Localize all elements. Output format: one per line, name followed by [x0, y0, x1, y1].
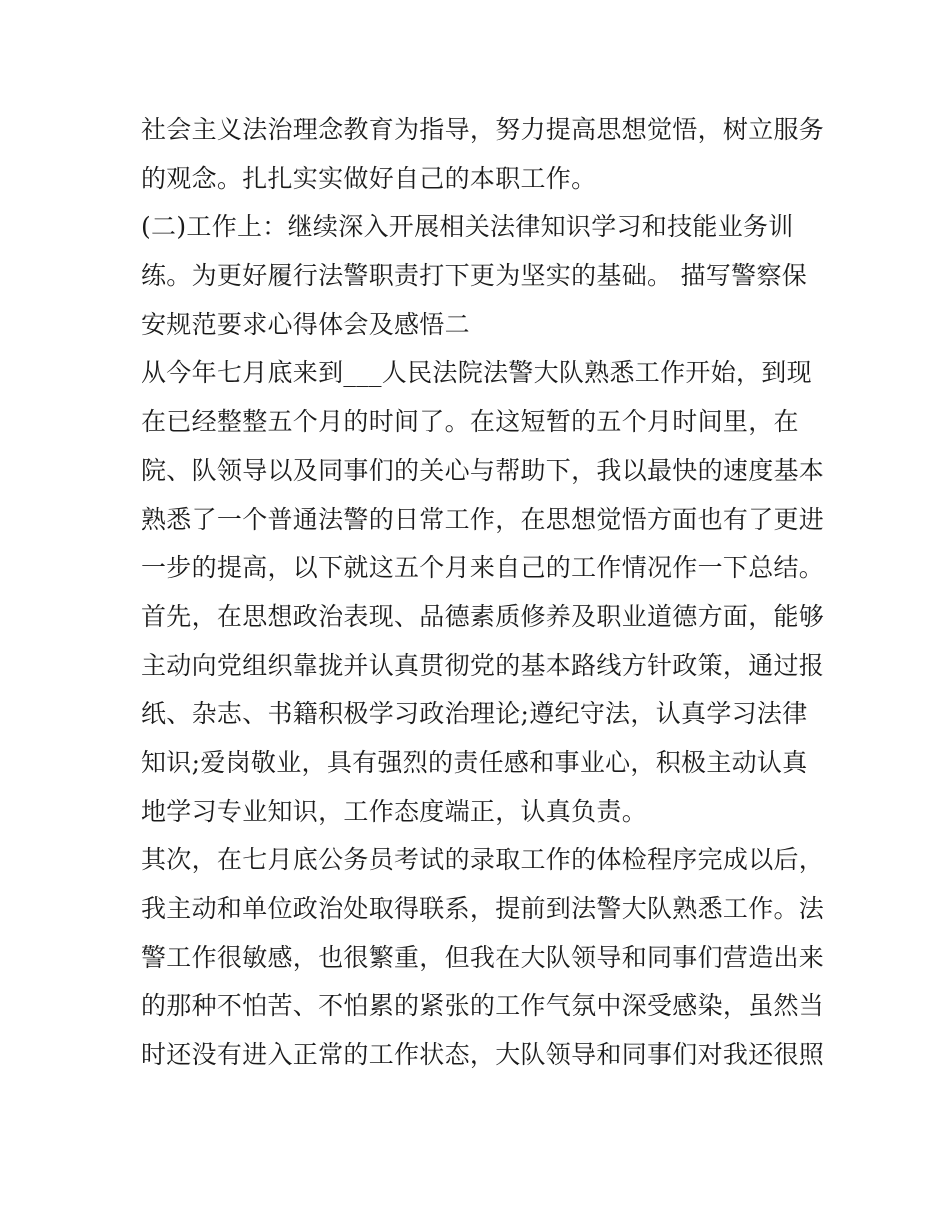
text-line: 从今年七月底来到___人民法院法警大队熟悉工作开始，到现 [141, 358, 812, 388]
text-line: 一步的提高，以下就这五个月来自己的工作情况作一下总结。 [141, 553, 825, 583]
text-line: 地学习专业知识，工作态度端正，认真负责。 [141, 796, 648, 826]
text-line: 纸、杂志、书籍积极学习政治理论;遵纪守法，认真学习法律 [141, 699, 808, 729]
document-body [141, 106, 825, 1080]
text-line: 其次，在七月底公务员考试的录取工作的体检程序完成以后， [141, 845, 825, 875]
text-line: 警工作很敏感，也很繁重，但我在大队领导和同事们营造出来 [141, 942, 825, 972]
text-line: 练。为更好履行法警职责打下更为坚实的基础。 描写警察保 [141, 261, 808, 291]
text-line: 主动向党组织靠拢并认真贯彻党的基本路线方针政策，通过报 [141, 650, 825, 680]
text-line: 安规范要求心得体会及感悟二 [141, 309, 470, 339]
text-line: 院、队领导以及同事们的关心与帮助下，我以最快的速度基本 [141, 455, 825, 485]
text-line: 社会主义法治理念教育为指导，努力提高思想觉悟，树立服务 [141, 115, 825, 144]
text-line: 在已经整整五个月的时间了。在这短暂的五个月时间里，在 [141, 407, 799, 437]
text-line: 知识;爱岗敬业，具有强烈的责任感和事业心，积极主动认真 [141, 747, 808, 777]
text-line: 我主动和单位政治处取得联系，提前到法警大队熟悉工作。法 [141, 894, 825, 923]
text-line: 的观念。扎扎实实做好自己的本职工作。 [141, 163, 597, 193]
text-line: (二)工作上：继续深入开展相关法律知识学习和技能业务训 [141, 212, 794, 242]
text-line: 时还没有进入正常的工作状态，大队领导和同事们对我还很照 [141, 1040, 825, 1070]
text-line: 的那种不怕苦、不怕累的紧张的工作气氛中深受感染，虽然当 [141, 991, 825, 1021]
text-line: 熟悉了一个普通法警的日常工作，在思想觉悟方面也有了更进 [141, 504, 825, 534]
text-line: 首先，在思想政治表现、品德素质修养及职业道德方面，能够 [141, 601, 825, 631]
